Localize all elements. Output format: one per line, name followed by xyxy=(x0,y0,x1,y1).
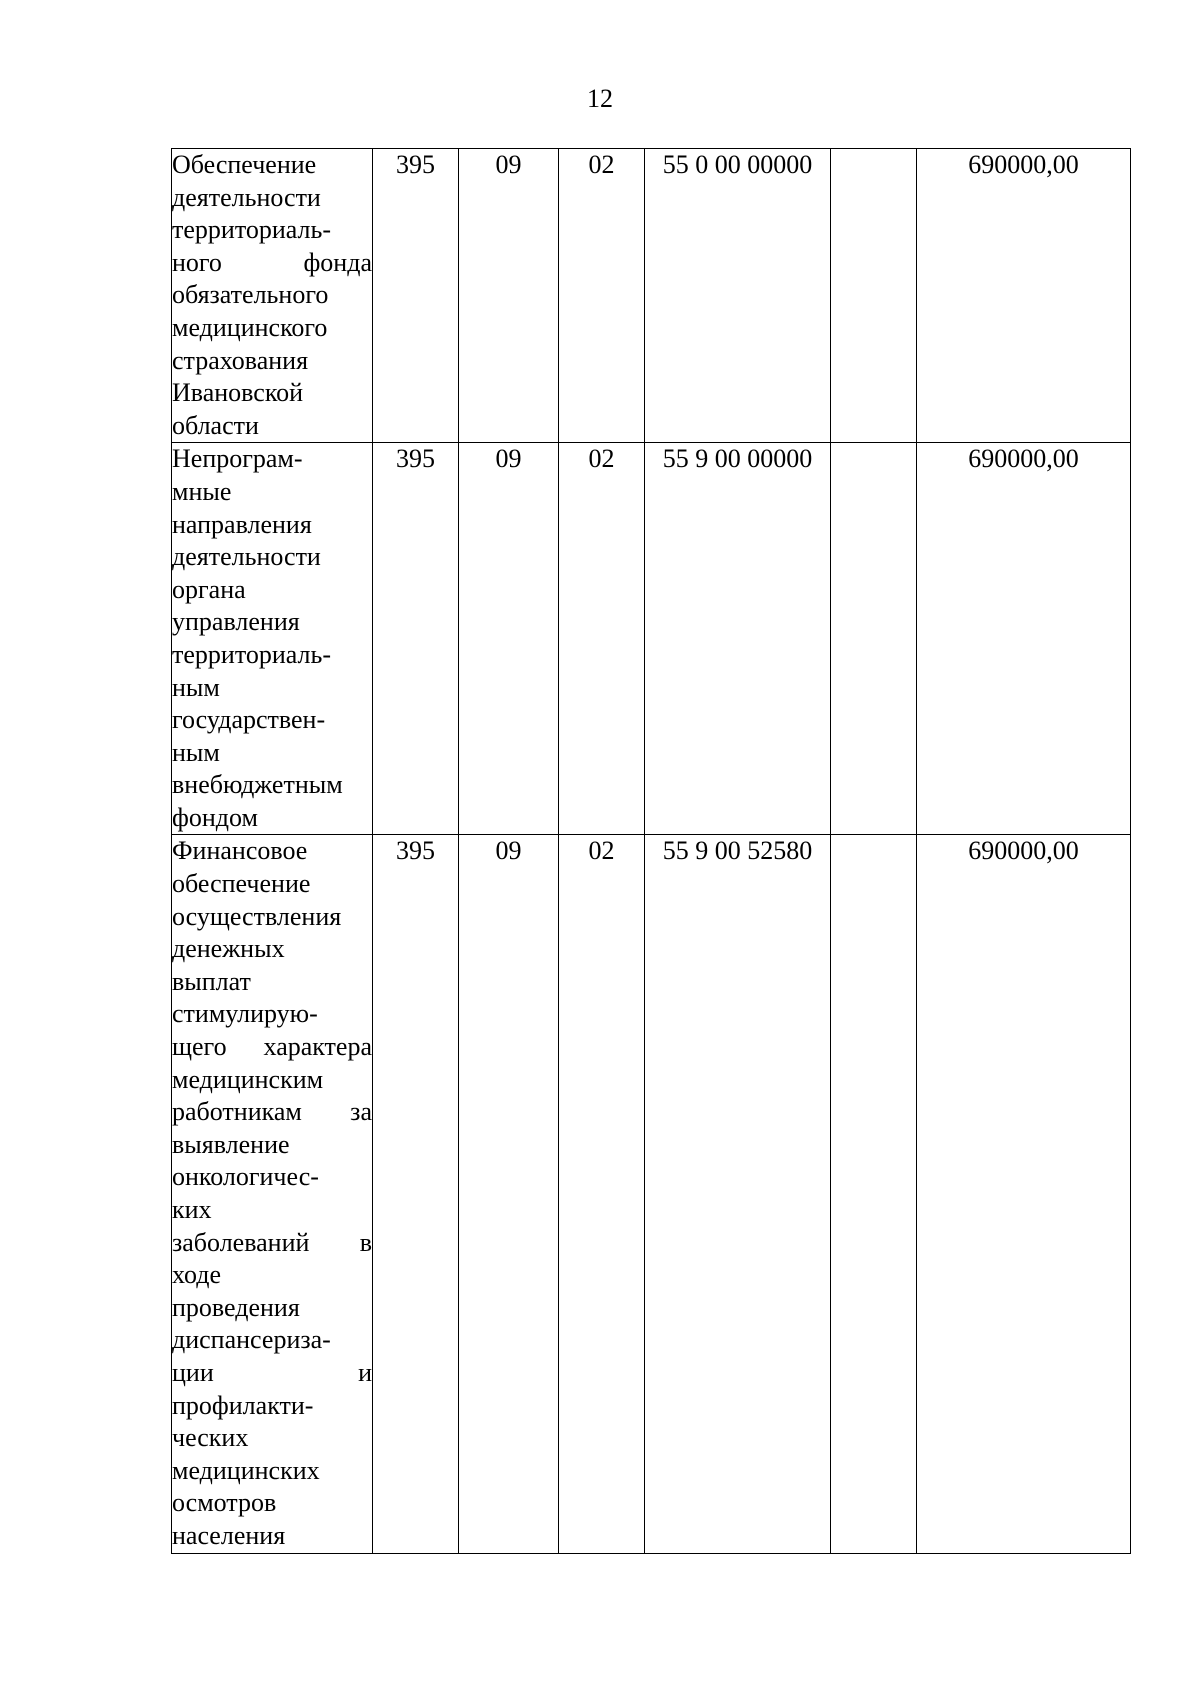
name-line: управления xyxy=(172,607,300,637)
name-line: осмотров xyxy=(172,1488,277,1518)
expense-type-cell xyxy=(831,443,917,835)
subsection-cell: 02 xyxy=(559,149,645,443)
name-line: ным xyxy=(172,737,220,767)
section-cell: 09 xyxy=(459,443,559,835)
name-line: внебюджетным xyxy=(172,770,343,800)
name-line: населения xyxy=(172,1520,286,1550)
table-row xyxy=(172,443,1131,835)
name-line: онкологичес- xyxy=(172,1162,319,1192)
name-line: щего характера xyxy=(172,1032,372,1062)
name-line: медицинского xyxy=(172,312,328,342)
subsection-cell: 02 xyxy=(559,443,645,835)
table-row xyxy=(172,835,1131,1553)
expense-type-cell xyxy=(831,835,917,1553)
name-line: работникам за xyxy=(172,1097,372,1127)
name-line: выплат xyxy=(172,966,251,996)
name-line: ких xyxy=(172,1195,212,1224)
name-line: осуществления xyxy=(172,901,342,931)
name-line: территориаль- xyxy=(172,215,332,245)
name-line: ным xyxy=(172,672,220,702)
row-name-cell xyxy=(172,835,373,1553)
subsection-cell: 02 xyxy=(559,835,645,1553)
name-line: обязательного xyxy=(172,280,329,310)
name-line: выявление xyxy=(172,1129,290,1159)
name-line: страхования xyxy=(172,345,309,375)
name-line: профилакти- xyxy=(172,1390,314,1420)
name-line: направления xyxy=(172,509,312,539)
row-name-cell xyxy=(172,443,373,835)
name-line: ного фонда xyxy=(172,247,372,277)
name-line: мные xyxy=(172,476,232,506)
name-line: фондом xyxy=(172,802,258,832)
name-line: обеспечение xyxy=(172,869,311,899)
budget-table xyxy=(171,148,1131,1554)
name-line: денежных xyxy=(172,934,285,964)
target-article-cell: 55 9 00 52580 xyxy=(645,835,831,1553)
expense-type-cell xyxy=(831,149,917,443)
name-line: деятельности xyxy=(172,542,321,572)
row-name-cell xyxy=(172,149,373,443)
admin-code-cell: 395 xyxy=(373,149,459,443)
page-number: 12 xyxy=(587,84,613,113)
name-line: Обеспечение xyxy=(172,150,317,179)
table-row xyxy=(172,149,1131,443)
section-cell: 09 xyxy=(459,149,559,443)
name-line: деятельности xyxy=(172,182,321,212)
name-line: ции и xyxy=(172,1357,372,1387)
admin-code-cell: 395 xyxy=(373,835,459,1553)
amount-cell: 690000,00 xyxy=(917,835,1131,1553)
name-line: Финансовое xyxy=(172,836,308,866)
name-line: области xyxy=(172,410,259,440)
name-line: диспансериза- xyxy=(172,1325,331,1355)
amount-cell: 690000,00 xyxy=(917,443,1131,835)
name-line: ходе xyxy=(172,1260,222,1290)
name-line: проведения xyxy=(172,1292,300,1322)
name-line: медицинских xyxy=(172,1455,320,1485)
target-article-cell: 55 0 00 00000 xyxy=(645,149,831,443)
name-line: государствен- xyxy=(172,705,326,735)
target-article-cell: 55 9 00 00000 xyxy=(645,443,831,835)
name-line: Ивановской xyxy=(172,378,304,408)
admin-code-cell: 395 xyxy=(373,443,459,835)
amount-cell: 690000,00 xyxy=(917,149,1131,443)
name-line: Непрограм- xyxy=(172,444,303,474)
name-line: ческих xyxy=(172,1423,249,1453)
name-line: медицинским xyxy=(172,1064,324,1094)
name-line: заболеваний в xyxy=(172,1227,372,1257)
name-line: стимулирую- xyxy=(172,999,318,1029)
name-line: органа xyxy=(172,574,246,604)
name-line: территориаль- xyxy=(172,639,332,669)
section-cell: 09 xyxy=(459,835,559,1553)
